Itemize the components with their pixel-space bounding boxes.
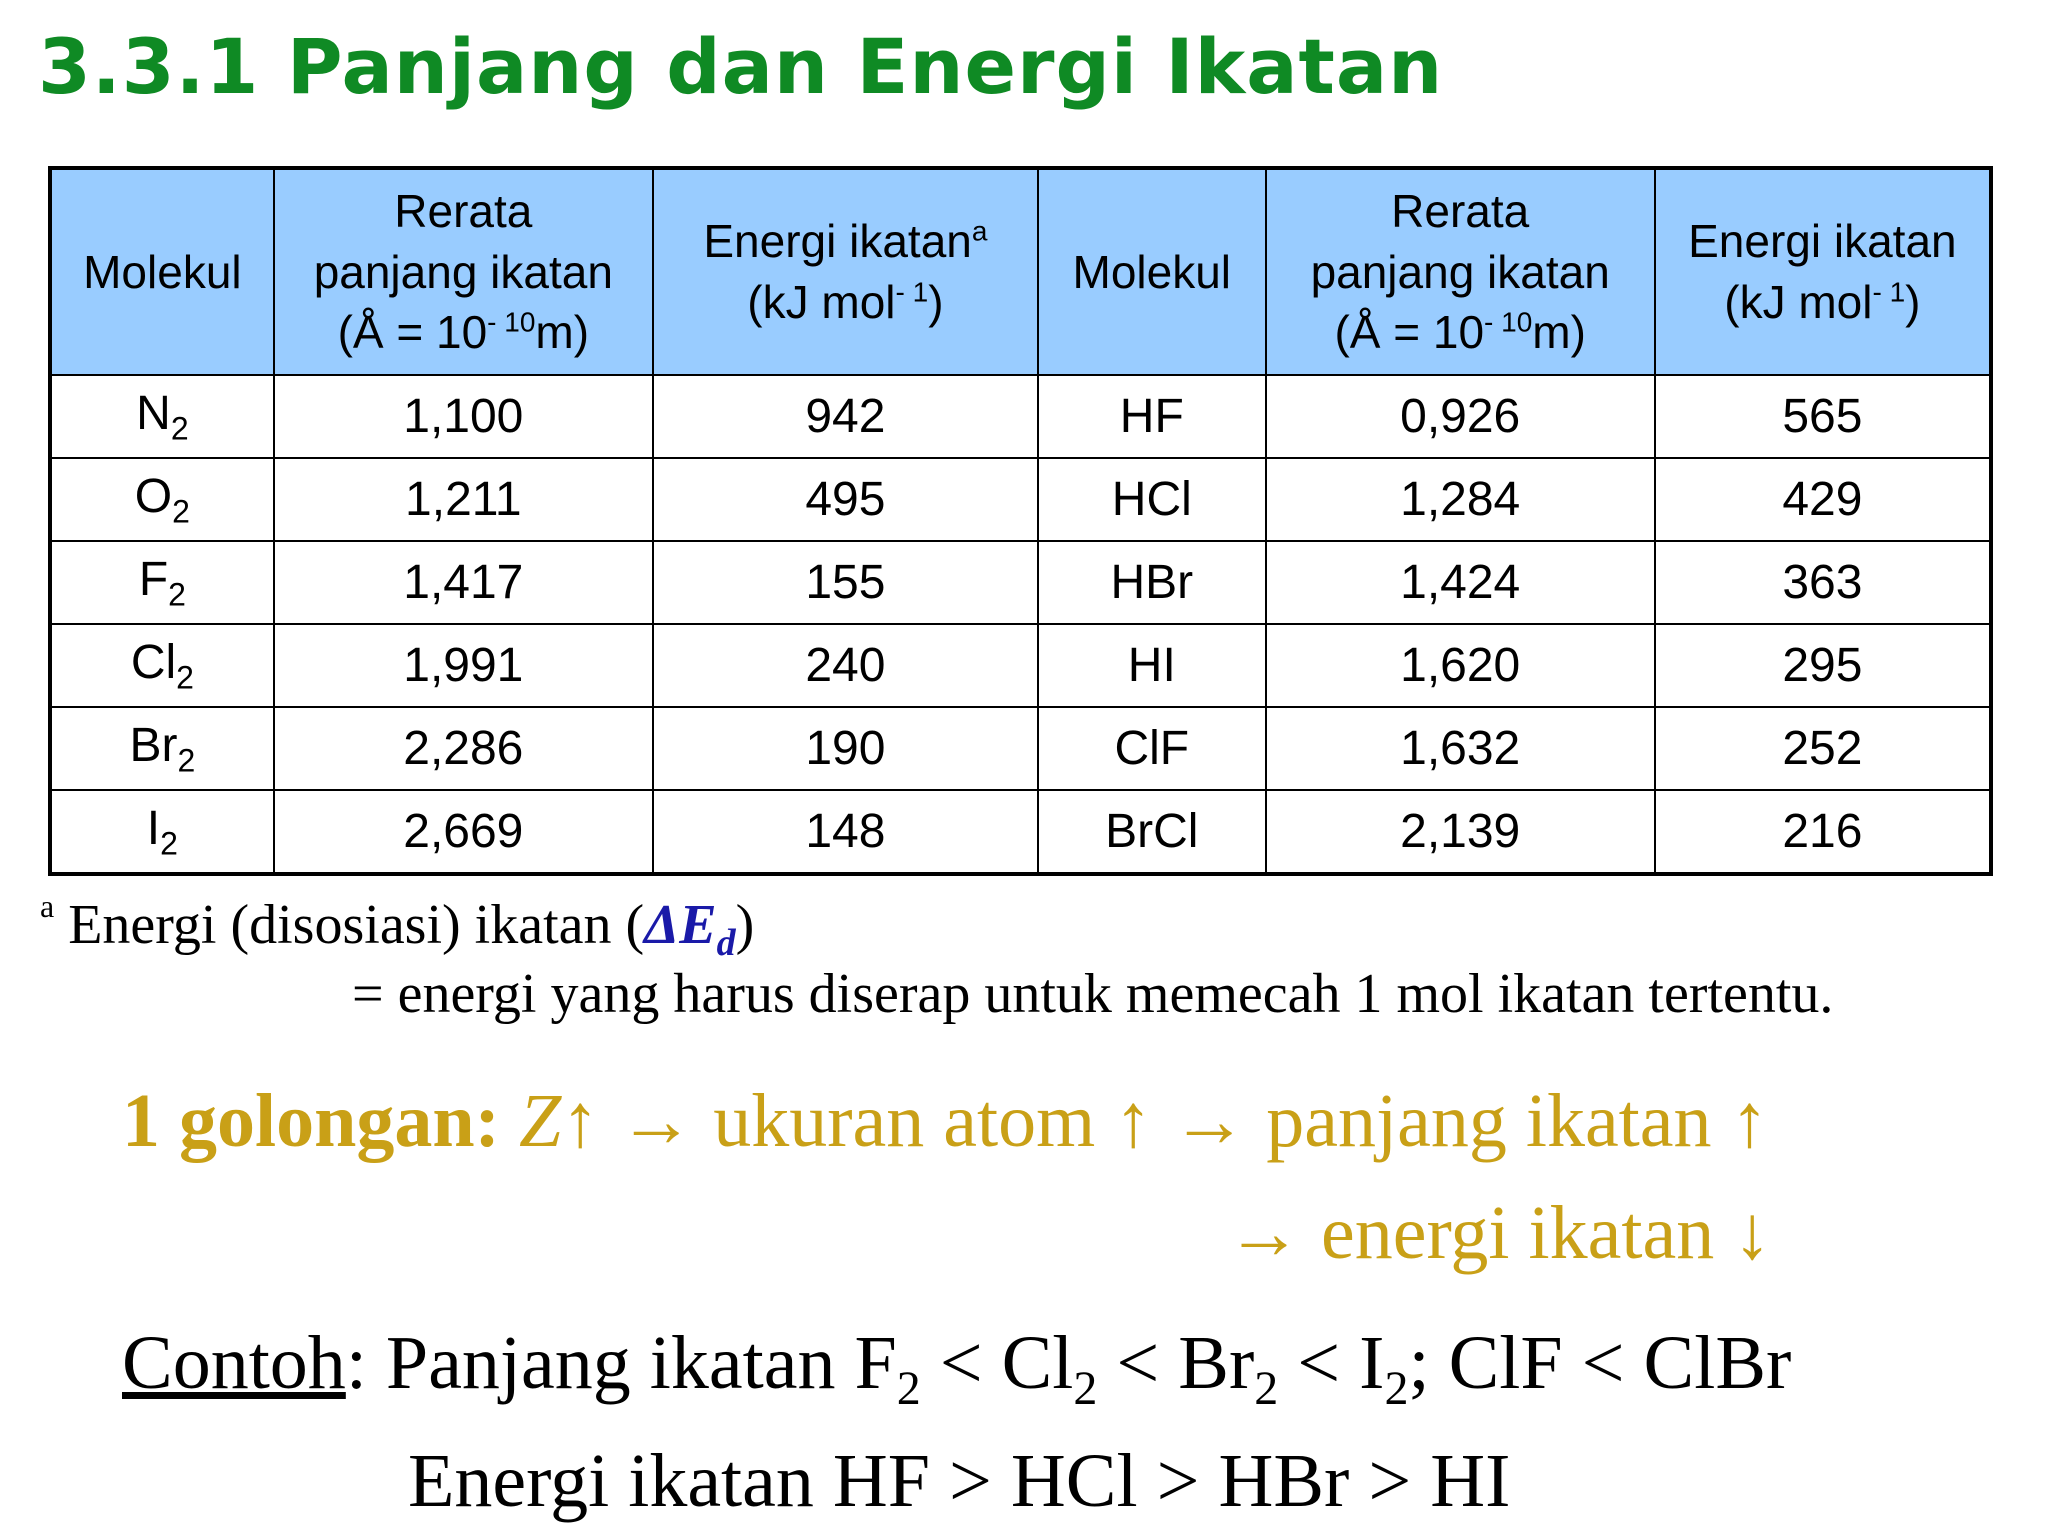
trend-line-1: ↑ → ukuran atom ↑ → panjang ikatan ↑ <box>561 1079 1769 1163</box>
footnote-mark: a <box>40 888 55 924</box>
trend-statement <box>122 1078 1769 1165</box>
molecule-cell: ClF <box>1038 707 1266 790</box>
table-row <box>50 790 1991 874</box>
molecule-cell: $Cl_2$ <box>50 624 274 707</box>
table-header-row <box>50 168 1991 375</box>
bond-energy-cell: 216 <box>1655 790 1991 874</box>
molecule-cell: $N_2$ <box>50 375 274 458</box>
bond-energy-cell: 252 <box>1655 707 1991 790</box>
molecule-cell: $O_2$ <box>50 458 274 541</box>
footnote-definition: = energi yang harus diserap untuk memecah 1 mol ikatan tertentu. <box>352 963 1834 1025</box>
molecule-cell: $I_2$ <box>50 790 274 874</box>
table-row <box>50 707 1991 790</box>
bond-energy-cell: 295 <box>1655 624 1991 707</box>
slide-title: 3.3.1 Panjang dan Energi Ikatan <box>38 22 1444 111</box>
trend-line-2: → energi ikatan ↓ <box>1226 1191 1772 1275</box>
bond-energy-cell: 148 <box>653 790 1038 874</box>
footnote: $^a$ Energi (disosiasi) ikatan $(\Delta E_d)$ <box>40 888 755 965</box>
bond-energy-cell: 363 <box>1655 541 1991 624</box>
bond-length-cell: 1,284 <box>1266 458 1655 541</box>
header-bond-length-1: Rerata panjang ikatan (Å = $10^{- 10}m$) <box>274 168 653 375</box>
bond-data-table <box>48 166 1993 876</box>
header-bond-length-2: Rerata panjang ikatan (Å = $10^{- 10}m$) <box>1266 168 1655 375</box>
table-row <box>50 624 1991 707</box>
header-molekul-2: Molekul <box>1038 168 1266 375</box>
molecule-cell: HF <box>1038 375 1266 458</box>
bond-energy-cell: 942 <box>653 375 1038 458</box>
table-row <box>50 458 1991 541</box>
molecule-cell: $Br_2$ <box>50 707 274 790</box>
bond-length-cell: 0,926 <box>1266 375 1655 458</box>
bond-energy-cell: 155 <box>653 541 1038 624</box>
molecule-cell: HCl <box>1038 458 1266 541</box>
bond-length-cell: 2,286 <box>274 707 653 790</box>
bond-length-cell: 1,100 <box>274 375 653 458</box>
bond-energy-cell: 429 <box>1655 458 1991 541</box>
header-bond-energy-1: Energi ikatan$^a$ (kJ mol$^{- 1}$) <box>653 168 1038 375</box>
example-label: Contoh <box>122 1321 346 1405</box>
bond-length-cell: 2,139 <box>1266 790 1655 874</box>
bond-length-cell: 2,669 <box>274 790 653 874</box>
bond-energy-cell: 190 <box>653 707 1038 790</box>
trend-z: Z <box>518 1079 562 1163</box>
molecule-cell: BrCl <box>1038 790 1266 874</box>
header-molekul-1: Molekul <box>50 168 274 375</box>
footnote-text: Energi (disosiasi) ikatan ( <box>68 894 645 956</box>
bond-energy-cell: 240 <box>653 624 1038 707</box>
bond-length-cell: 1,211 <box>274 458 653 541</box>
bond-length-cell: 1,424 <box>1266 541 1655 624</box>
bond-length-cell: 1,417 <box>274 541 653 624</box>
molecule-cell: HI <box>1038 624 1266 707</box>
table-row <box>50 375 1991 458</box>
bond-length-cell: 1,620 <box>1266 624 1655 707</box>
molecule-cell: HBr <box>1038 541 1266 624</box>
header-bond-energy-2: Energi ikatan (kJ mol$^{- 1}$) <box>1655 168 1991 375</box>
delta-e-symbol: $\Delta E_d$ <box>644 894 736 965</box>
bond-length-cell: 1,991 <box>274 624 653 707</box>
bond-energy-cell: 565 <box>1655 375 1991 458</box>
trend-label: 1 golongan: <box>122 1079 500 1163</box>
example-line-1: Contoh: Panjang ikatan $F_2 < Cl_2 < Br_2 < I_2$; ClF < ClBr <box>122 1321 1792 1416</box>
table-row <box>50 541 1991 624</box>
footnote-marker: a <box>971 215 988 247</box>
molecule-cell: $F_2$ <box>50 541 274 624</box>
bond-energy-cell: 495 <box>653 458 1038 541</box>
bond-length-cell: 1,632 <box>1266 707 1655 790</box>
example-line-2: Energi ikatan HF > HCl > HBr > HI <box>408 1439 1511 1523</box>
